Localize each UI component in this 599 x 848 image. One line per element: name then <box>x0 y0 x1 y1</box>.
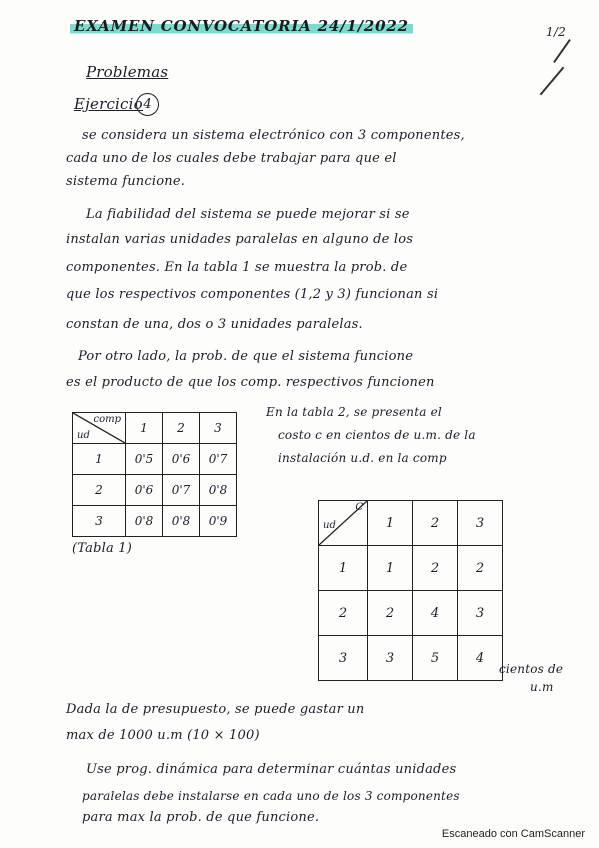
table-1-row-header: 2 <box>73 475 126 506</box>
paragraph3-line: Por otro lado, la prob. de que el sistema funcione <box>78 349 414 364</box>
table-1-corner-top: comp <box>93 414 121 425</box>
table-cell: 4 <box>458 636 503 681</box>
table-cell: 0'6 <box>163 444 200 475</box>
paragraph4-line: Dada la de presupuesto, se puede gastar un <box>66 702 365 717</box>
table2-intro-line: instalación u.d. en la comp <box>278 451 447 465</box>
table-2-col-header: 2 <box>413 501 458 546</box>
table-2-note: cientos de <box>499 662 564 676</box>
table-cell: 2 <box>458 546 503 591</box>
exercise-label: Ejercicio <box>74 95 143 113</box>
paragraph5-line: paralelas debe instalarse en cada uno de los 3 componentes <box>82 789 460 803</box>
table2-intro-line: costo c en cientos de u.m. de la <box>278 428 476 442</box>
paragraph1-line: sistema funcione. <box>66 174 186 189</box>
table-2-col-header: 1 <box>368 501 413 546</box>
table-row <box>73 506 237 537</box>
table-row <box>319 591 503 636</box>
table-2-corner <box>319 501 368 546</box>
paragraph1-line: se considera un sistema electrónico con 3 componentes, <box>82 128 465 143</box>
paragraph2-line: constan de una, dos o 3 unidades paralelas. <box>66 317 363 332</box>
table-1-col-header: 2 <box>163 413 200 444</box>
table-cell: 0'6 <box>126 475 163 506</box>
paragraph3-line: es el producto de que los comp. respectivos funcionen <box>66 375 435 390</box>
table-row <box>73 475 237 506</box>
paragraph1-line: cada uno de los cuales debe trabajar para que el <box>66 151 397 166</box>
table-cell: 0'9 <box>200 506 237 537</box>
table-row <box>73 444 237 475</box>
table-cell: 0'7 <box>200 444 237 475</box>
table-1 <box>72 412 237 537</box>
table-row <box>319 636 503 681</box>
decorative-stroke <box>540 67 565 96</box>
table-2-note: u.m <box>530 680 554 694</box>
table-cell: 0'8 <box>200 475 237 506</box>
table-1-corner <box>73 413 126 444</box>
table-1-caption: (Tabla 1) <box>72 541 132 556</box>
paragraph4-line: max de 1000 u.m (10 × 100) <box>66 728 260 743</box>
decorative-stroke <box>553 39 571 63</box>
table-cell: 4 <box>413 591 458 636</box>
paragraph2-line: instalan varias unidades paralelas en alguno de los <box>66 232 414 247</box>
table-cell: 3 <box>458 591 503 636</box>
exercise-number-badge: 4 <box>136 93 159 116</box>
table-1-header-row <box>73 413 237 444</box>
table2-intro-line: En la tabla 2, se presenta el <box>266 405 442 419</box>
table-2 <box>318 500 503 681</box>
paragraph2-line: componentes. En la tabla 1 se muestra la prob. de <box>66 260 408 275</box>
table-2-col-header: 3 <box>458 501 503 546</box>
table-cell: 3 <box>368 636 413 681</box>
table-1-row-header: 3 <box>73 506 126 537</box>
paragraph5-line: Use prog. dinámica para determinar cuántas unidades <box>86 762 457 777</box>
paragraph2-line: que los respectivos componentes (1,2 y 3) funcionan si <box>66 287 439 302</box>
table-2-row-header: 3 <box>319 636 368 681</box>
table-2-header-row <box>319 501 503 546</box>
section-heading: Problemas <box>86 63 169 81</box>
table-row <box>319 546 503 591</box>
table-cell: 1 <box>368 546 413 591</box>
table-1-col-header: 1 <box>126 413 163 444</box>
table-1-col-header: 3 <box>200 413 237 444</box>
table-cell: 0'7 <box>163 475 200 506</box>
table-2-row-header: 1 <box>319 546 368 591</box>
table-1-corner-bottom: ud <box>77 430 90 441</box>
paragraph2-line: La fiabilidad del sistema se puede mejorar si se <box>86 207 410 222</box>
table-cell: 2 <box>413 546 458 591</box>
table-cell: 0'8 <box>163 506 200 537</box>
table-2-corner-bottom: ud <box>323 520 336 531</box>
table-cell: 0'8 <box>126 506 163 537</box>
paragraph5-line: para max la prob. de que funcione. <box>82 810 320 825</box>
table-cell: 2 <box>368 591 413 636</box>
exam-title: EXAMEN CONVOCATORIA 24/1/2022 <box>70 17 413 35</box>
table-1-row-header: 1 <box>73 444 126 475</box>
page-number: 1/2 <box>546 25 566 39</box>
table-cell: 0'5 <box>126 444 163 475</box>
table-cell: 5 <box>413 636 458 681</box>
table-2-row-header: 2 <box>319 591 368 636</box>
scanner-watermark: Escaneado con CamScanner <box>441 828 585 840</box>
table-2-corner-top: C <box>355 502 363 513</box>
